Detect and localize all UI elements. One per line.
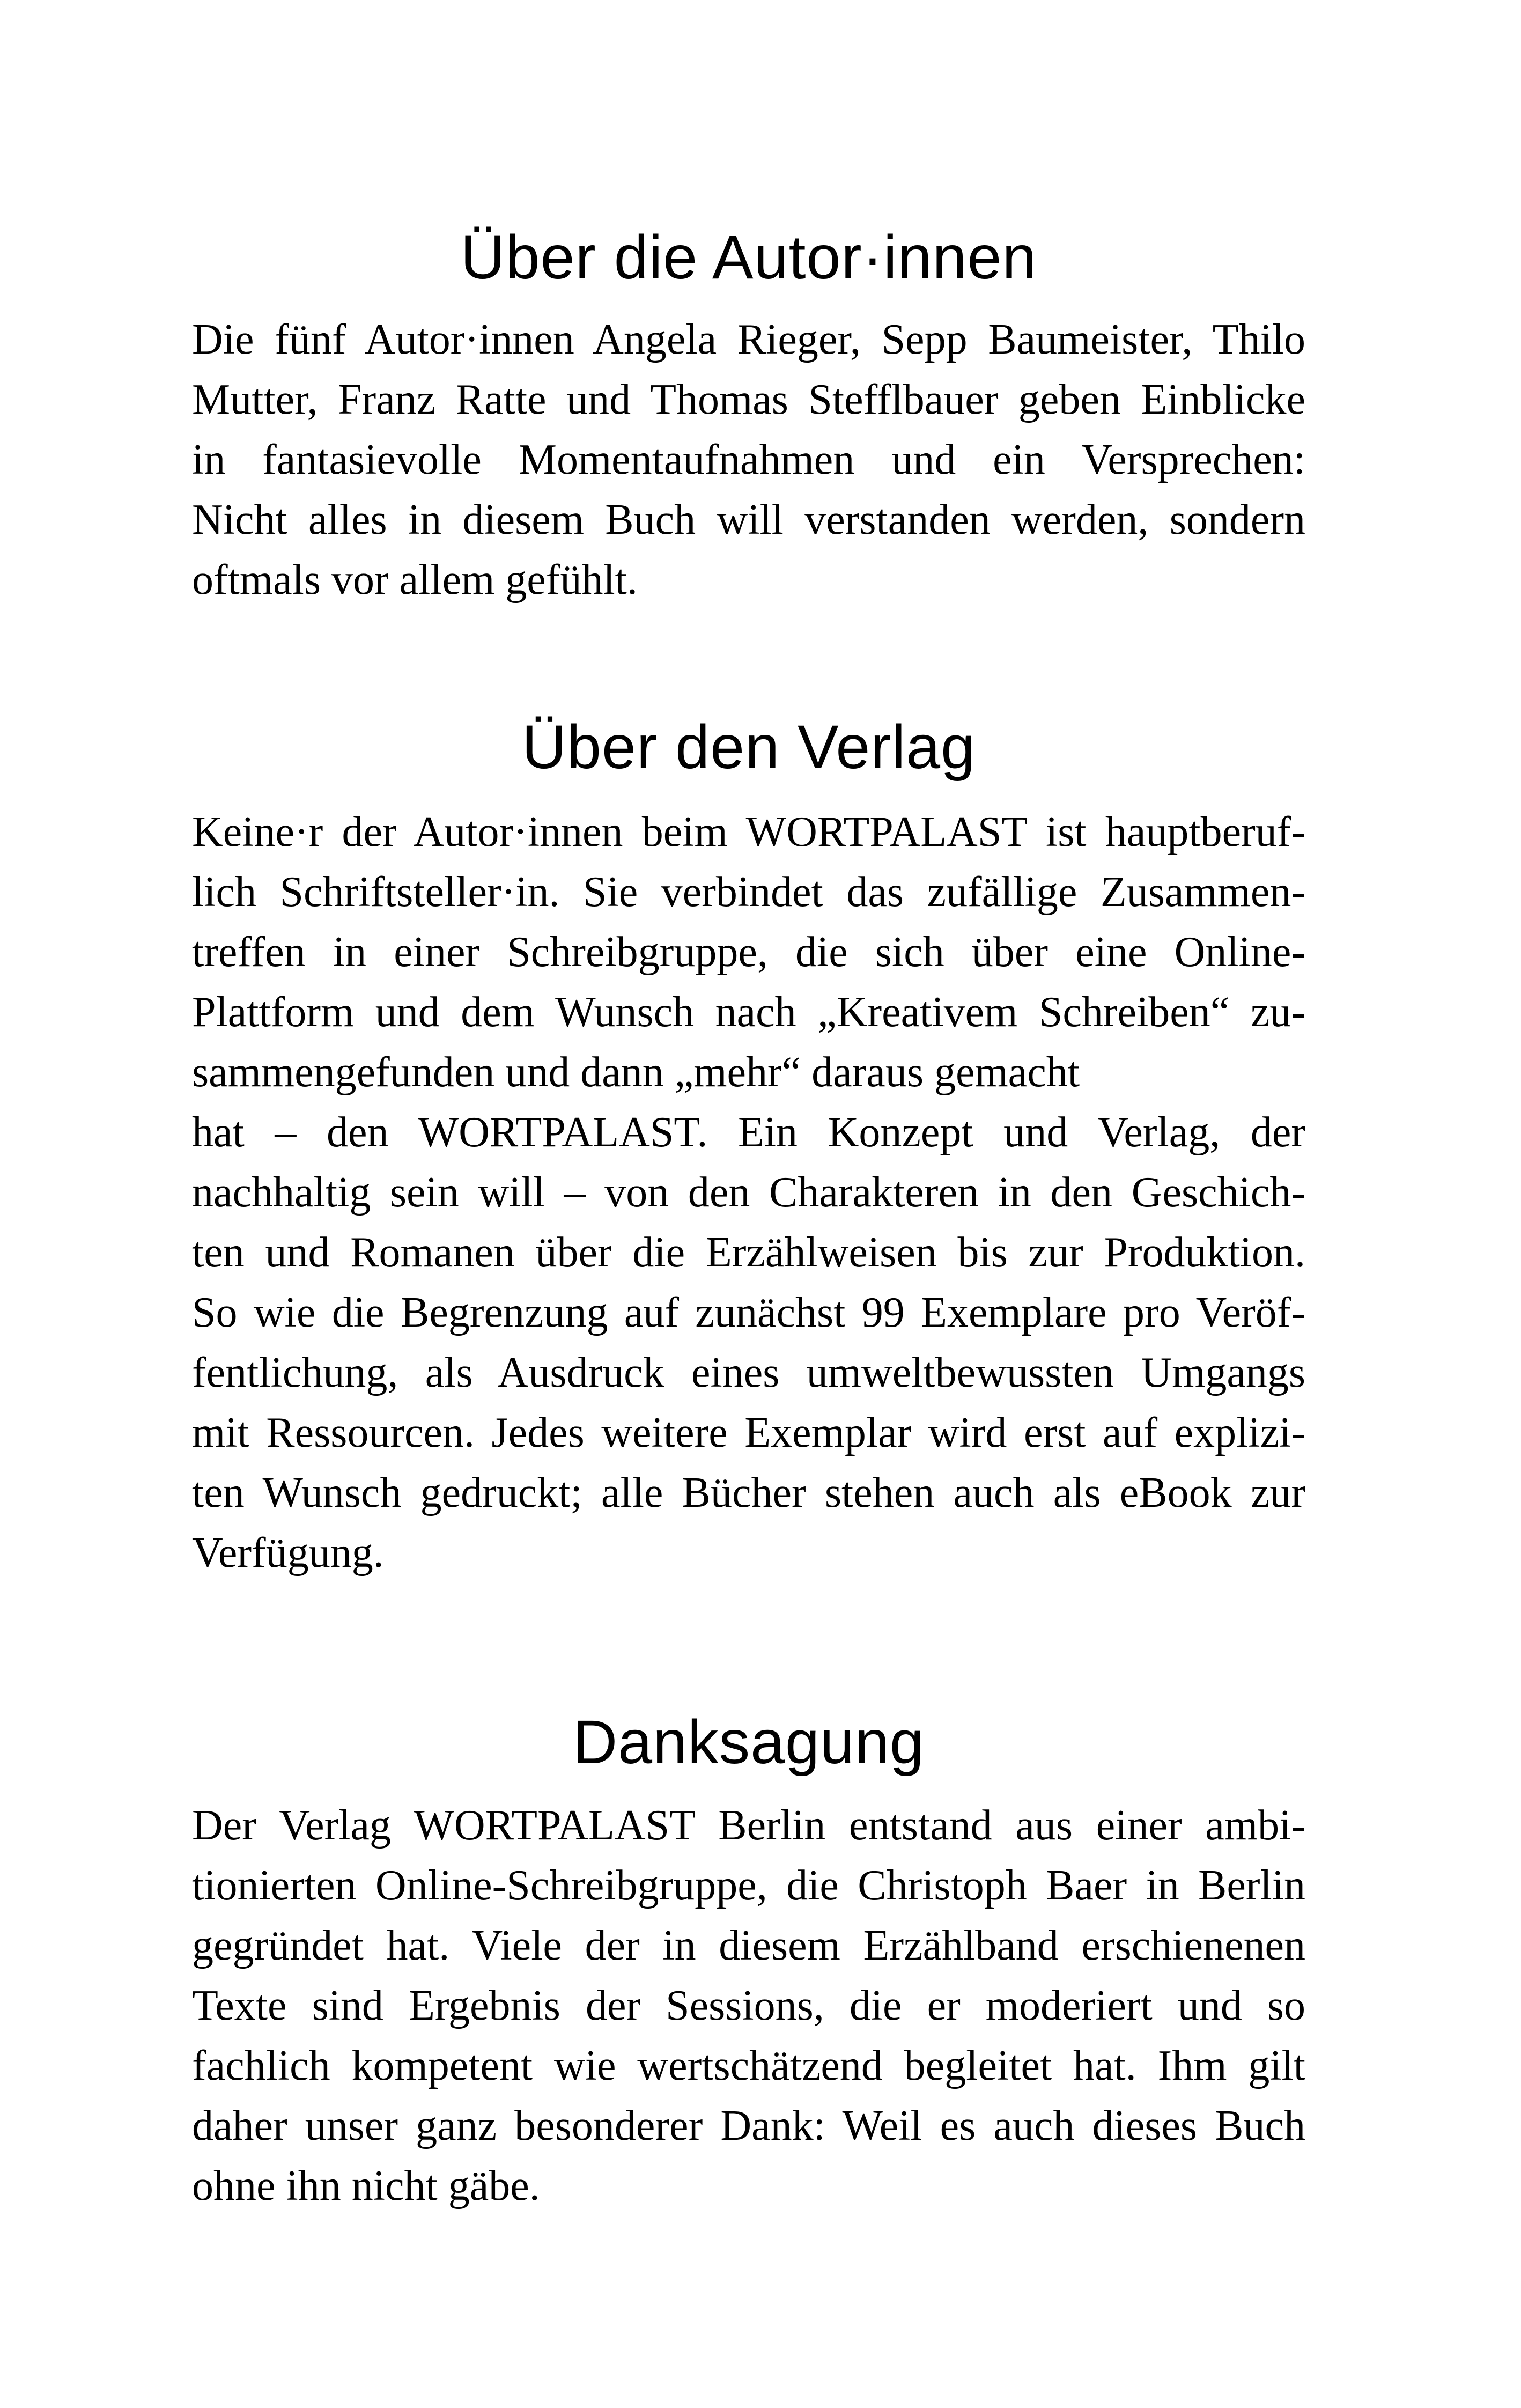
text-line: Keine·r der Autor·innen beim WORTPALAST ist hauptberuf-: [192, 808, 1305, 856]
text-line: mit Ressourcen. Jedes weitere Exemplar wird erst auf explizi-: [192, 1409, 1305, 1456]
heading-acknowledgements: Danksagung: [573, 1708, 925, 1777]
text-line: tionierten Online-Schreibgruppe, die Christoph Baer in Berlin: [192, 1862, 1305, 1909]
text-line: treffen in einer Schreibgruppe, die sich über eine Online-: [192, 929, 1305, 976]
paragraph-acknowledgements: [192, 1795, 1305, 2216]
text-line: sammengefunden und dann „mehr“ daraus gemacht: [192, 1049, 1080, 1096]
text-line: So wie die Begrenzung auf zunächst 99 Exemplare pro Veröf-: [192, 1289, 1305, 1336]
text-line: hat – den WORTPALAST. Ein Konzept und Verlag, der: [192, 1109, 1305, 1156]
text-line: Mutter, Franz Ratte und Thomas Stefflbauer geben Einblicke: [192, 376, 1305, 423]
text-line: Nicht alles in diesem Buch will verstanden werden, sondern: [192, 496, 1305, 543]
text-column: [0, 220, 1521, 2408]
section-about-authors: [192, 220, 1305, 610]
paragraph-about-publisher: [192, 802, 1305, 1583]
paragraph-about-authors: [192, 310, 1305, 610]
text-line: fentlichung, als Ausdruck eines umweltbewussten Umgangs: [192, 1349, 1305, 1396]
text-line: ohne ihn nicht gäbe.: [192, 2162, 540, 2210]
heading-about-publisher: Über den Verlag: [521, 713, 976, 782]
text-line: fachlich kompetent wie wertschätzend begleitet hat. Ihm gilt: [192, 2042, 1305, 2089]
text-line: nachhaltig sein will – von den Charakteren in den Geschich-: [192, 1169, 1305, 1216]
section-about-publisher: [192, 710, 1305, 1583]
text-line: in fantasievolle Momentaufnahmen und ein Versprechen:: [192, 436, 1305, 483]
section-acknowledgements: [192, 1705, 1305, 2216]
text-line: oftmals vor allem gefühlt.: [192, 556, 638, 603]
text-line: daher unser ganz besonderer Dank: Weil es auch dieses Buch: [192, 2102, 1305, 2149]
heading-about-authors: Über die Autor·innen: [460, 223, 1037, 292]
text-line: Verfügung.: [192, 1529, 384, 1577]
text-line: Plattform und dem Wunsch nach „Kreativem Schreiben“ zu-: [192, 989, 1305, 1036]
text-line: gegründet hat. Viele der in diesem Erzählband erschienenen: [192, 1922, 1305, 1969]
text-line: Der Verlag WORTPALAST Berlin entstand aus einer ambi-: [192, 1802, 1305, 1849]
text-line: ten und Romanen über die Erzählweisen bis zur Produktion.: [192, 1229, 1305, 1276]
text-line: Texte sind Ergebnis der Sessions, die er moderiert und so: [192, 1982, 1305, 2029]
text-line: Die fünf Autor·innen Angela Rieger, Sepp Baumeister, Thilo: [192, 316, 1305, 363]
text-line: lich Schriftsteller·in. Sie verbindet das zufällige Zusammen-: [192, 868, 1305, 916]
text-line: ten Wunsch gedruckt; alle Bücher stehen auch als eBook zur: [192, 1469, 1305, 1516]
